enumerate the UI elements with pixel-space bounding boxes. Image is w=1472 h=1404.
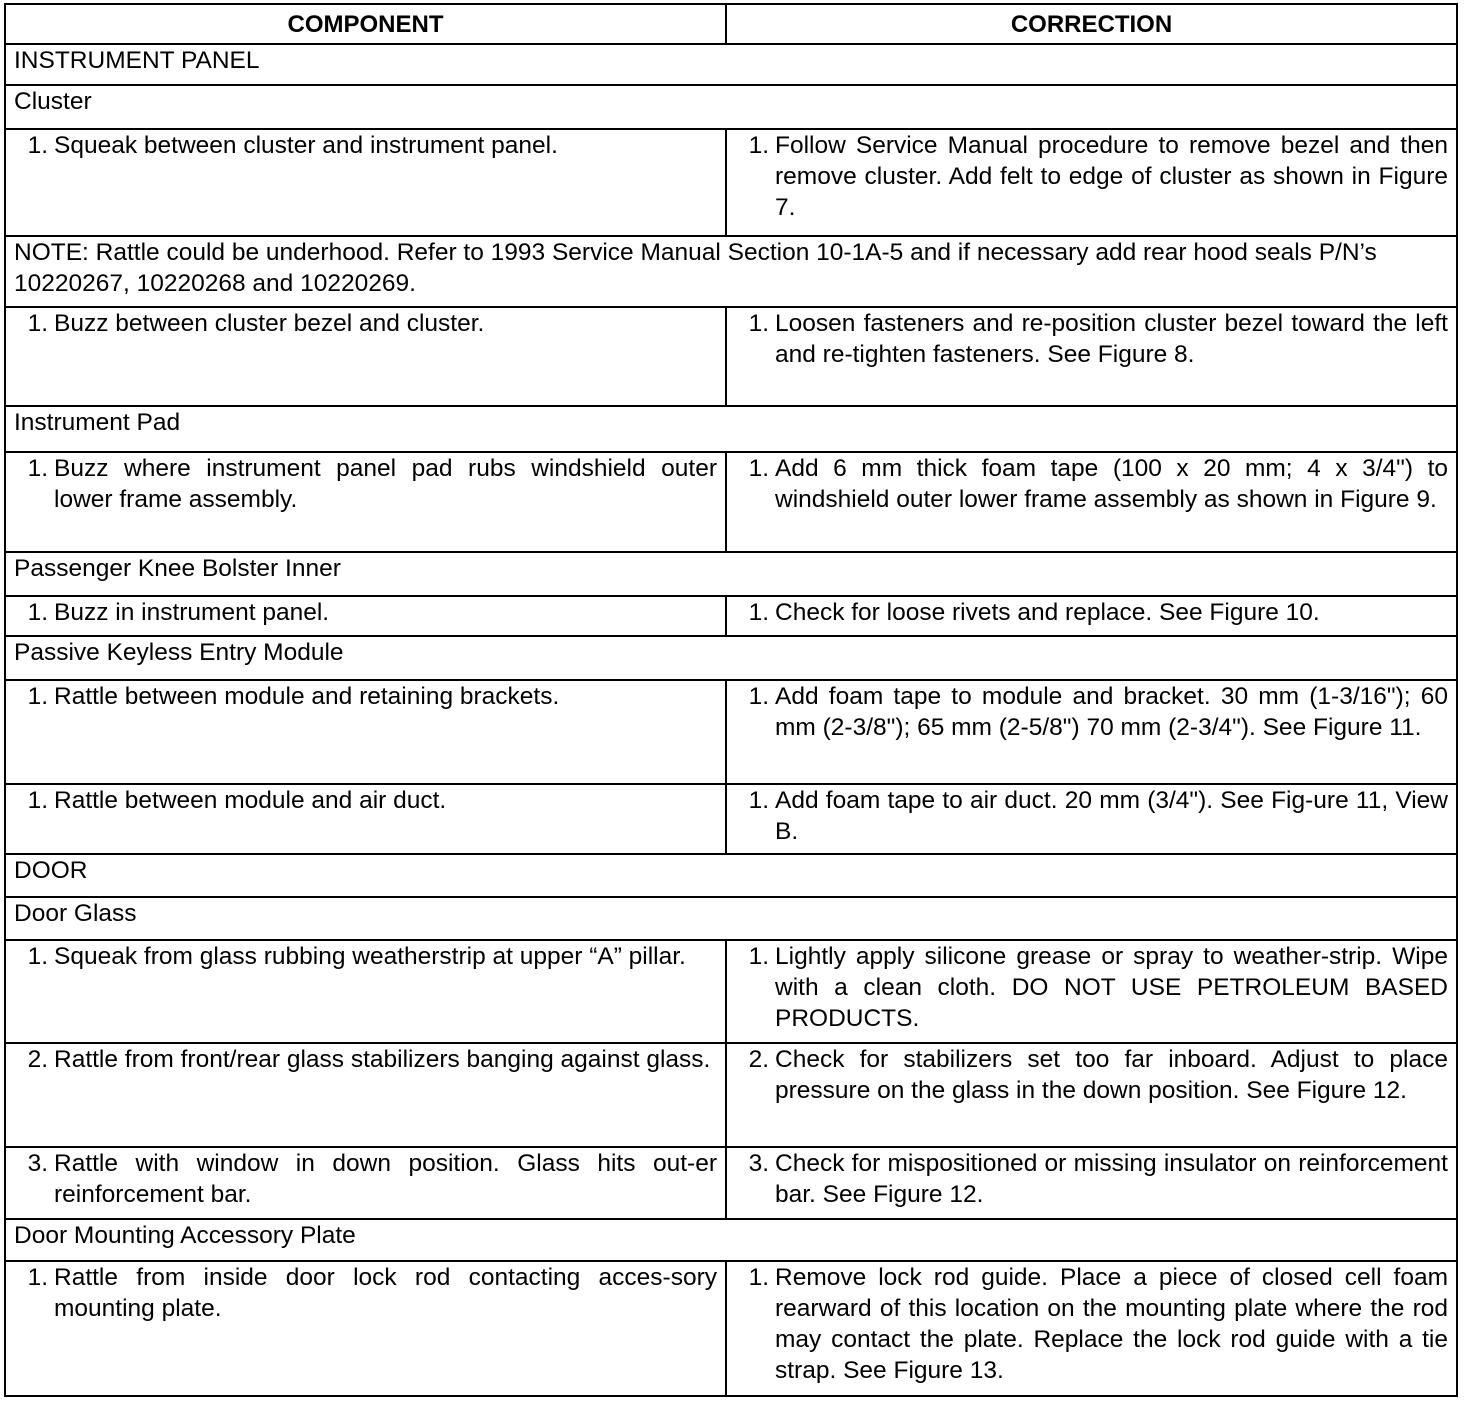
table-row [5, 1261, 1457, 1396]
subhead-passive-keyless-entry: Passive Keyless Entry Module [5, 636, 1457, 680]
correction-text: Loosen fasteners and re-position cluster bezel toward the left and re-tighten fasteners. See Figure 8. [775, 310, 1448, 368]
component-text: Rattle with window in down position. Glass hits out-er reinforcement bar. [54, 1150, 717, 1208]
item-number: 1. [748, 943, 769, 970]
item-number: 2. [27, 1046, 48, 1073]
correction-cell [726, 596, 1457, 636]
component-text: Rattle between module and air duct. [54, 787, 447, 814]
component-cell [5, 940, 726, 1043]
item-number: 2. [748, 1046, 769, 1073]
item-number: 3. [27, 1150, 48, 1177]
component-text: Rattle from inside door lock rod contacting acces-sory mounting plate. [54, 1264, 717, 1322]
item-number: 1. [27, 943, 48, 970]
correction-text: Add 6 mm thick foam tape (100 x 20 mm; 4 x 3/4") to windshield outer lower frame assembly as shown in Figure 9. [775, 455, 1448, 513]
correction-text: Lightly apply silicone grease or spray to weather-strip. Wipe with a clean cloth. DO NOT USE PETROLEUM BASED PRODUCTS. [775, 943, 1448, 1032]
item-number: 1. [748, 455, 769, 482]
correction-cell [726, 784, 1457, 854]
correction-cell [726, 680, 1457, 784]
table-header-row [5, 4, 1457, 44]
subhead-passenger-knee-bolster: Passenger Knee Bolster Inner [5, 552, 1457, 596]
component-text: Squeak from glass rubbing weatherstrip at upper “A” pillar. [54, 943, 686, 970]
item-number: 1. [27, 132, 48, 159]
correction-cell [726, 1043, 1457, 1147]
item-number: 1. [27, 683, 48, 710]
correction-text: Add foam tape to module and bracket. 30 mm (1-3/16"); 60 mm (2-3/8"); 65 mm (2-5/8") 70 mm (2-3/4"). See Figure 11. [775, 683, 1448, 741]
subhead-row [5, 552, 1457, 596]
component-cell [5, 129, 726, 236]
item-number: 1. [748, 310, 769, 337]
subhead-cluster: Cluster [5, 85, 1457, 129]
component-cell [5, 680, 726, 784]
component-text: Squeak between cluster and instrument panel. [54, 132, 558, 159]
component-text: Rattle from front/rear glass stabilizers banging against glass. [54, 1046, 711, 1073]
item-number: 3. [748, 1150, 769, 1177]
section-title-door: DOOR [5, 854, 1457, 897]
table-row [5, 784, 1457, 854]
item-number: 1. [748, 683, 769, 710]
note-text: NOTE: Rattle could be underhood. Refer to 1993 Service Manual Section 10-1A-5 and if necessary add rear hood seals P/N’s 10220267, 10220268 and 10220269. [5, 236, 1457, 307]
section-row [5, 854, 1457, 897]
item-number: 1. [27, 599, 48, 626]
correction-cell [726, 307, 1457, 406]
component-cell [5, 1261, 726, 1396]
component-cell [5, 596, 726, 636]
correction-column-header: CORRECTION [726, 4, 1457, 44]
correction-text: Follow Service Manual procedure to remove bezel and then remove cluster. Add felt to edge of cluster as shown in Figure 7. [775, 132, 1448, 221]
component-cell [5, 784, 726, 854]
correction-text: Check for loose rivets and replace. See Figure 10. [775, 599, 1320, 626]
component-text: Buzz between cluster bezel and cluster. [54, 310, 485, 337]
correction-cell [726, 1147, 1457, 1219]
subhead-door-glass: Door Glass [5, 897, 1457, 940]
item-number: 1. [748, 1264, 769, 1291]
subhead-door-mounting-plate: Door Mounting Accessory Plate [5, 1219, 1457, 1261]
component-cell [5, 452, 726, 552]
table-row [5, 129, 1457, 236]
correction-cell [726, 452, 1457, 552]
item-number: 1. [27, 455, 48, 482]
section-row [5, 44, 1457, 85]
subhead-row [5, 85, 1457, 129]
section-title-instrument-panel: INSTRUMENT PANEL [5, 44, 1457, 85]
table-row [5, 596, 1457, 636]
item-number: 1. [748, 599, 769, 626]
subhead-row [5, 1219, 1457, 1261]
item-number: 1. [27, 310, 48, 337]
correction-cell [726, 1261, 1457, 1396]
item-number: 1. [748, 787, 769, 814]
correction-cell [726, 129, 1457, 236]
item-number: 1. [27, 787, 48, 814]
correction-text: Remove lock rod guide. Place a piece of closed cell foam rearward of this location on the mounting plate where the rod may contact the plate. Replace the lock rod guide with a tie strap. See Figure 13. [775, 1264, 1448, 1384]
component-cell [5, 307, 726, 406]
item-number: 1. [27, 1264, 48, 1291]
table-row [5, 452, 1457, 552]
correction-text: Add foam tape to air duct. 20 mm (3/4"). See Fig-ure 11, View B. [775, 787, 1448, 845]
item-number: 1. [748, 132, 769, 159]
subhead-row [5, 406, 1457, 452]
subhead-row [5, 897, 1457, 940]
table-row [5, 1147, 1457, 1219]
subhead-row [5, 636, 1457, 680]
component-cell [5, 1147, 726, 1219]
component-text: Buzz in instrument panel. [54, 599, 330, 626]
squeak-rattle-table [4, 3, 1458, 1397]
component-cell [5, 1043, 726, 1147]
table-row [5, 680, 1457, 784]
correction-text: Check for stabilizers set too far inboard. Adjust to place pressure on the glass in the down position. See Figure 12. [775, 1046, 1448, 1104]
component-text: Rattle between module and retaining brackets. [54, 683, 560, 710]
correction-cell [726, 940, 1457, 1043]
correction-text: Check for mispositioned or missing insulator on reinforcement bar. See Figure 12. [775, 1150, 1448, 1208]
table-row [5, 940, 1457, 1043]
table-row [5, 1043, 1457, 1147]
component-column-header: COMPONENT [5, 4, 726, 44]
component-text: Buzz where instrument panel pad rubs windshield outer lower frame assembly. [54, 455, 717, 513]
subhead-instrument-pad: Instrument Pad [5, 406, 1457, 452]
note-row [5, 236, 1457, 307]
table-row [5, 307, 1457, 406]
